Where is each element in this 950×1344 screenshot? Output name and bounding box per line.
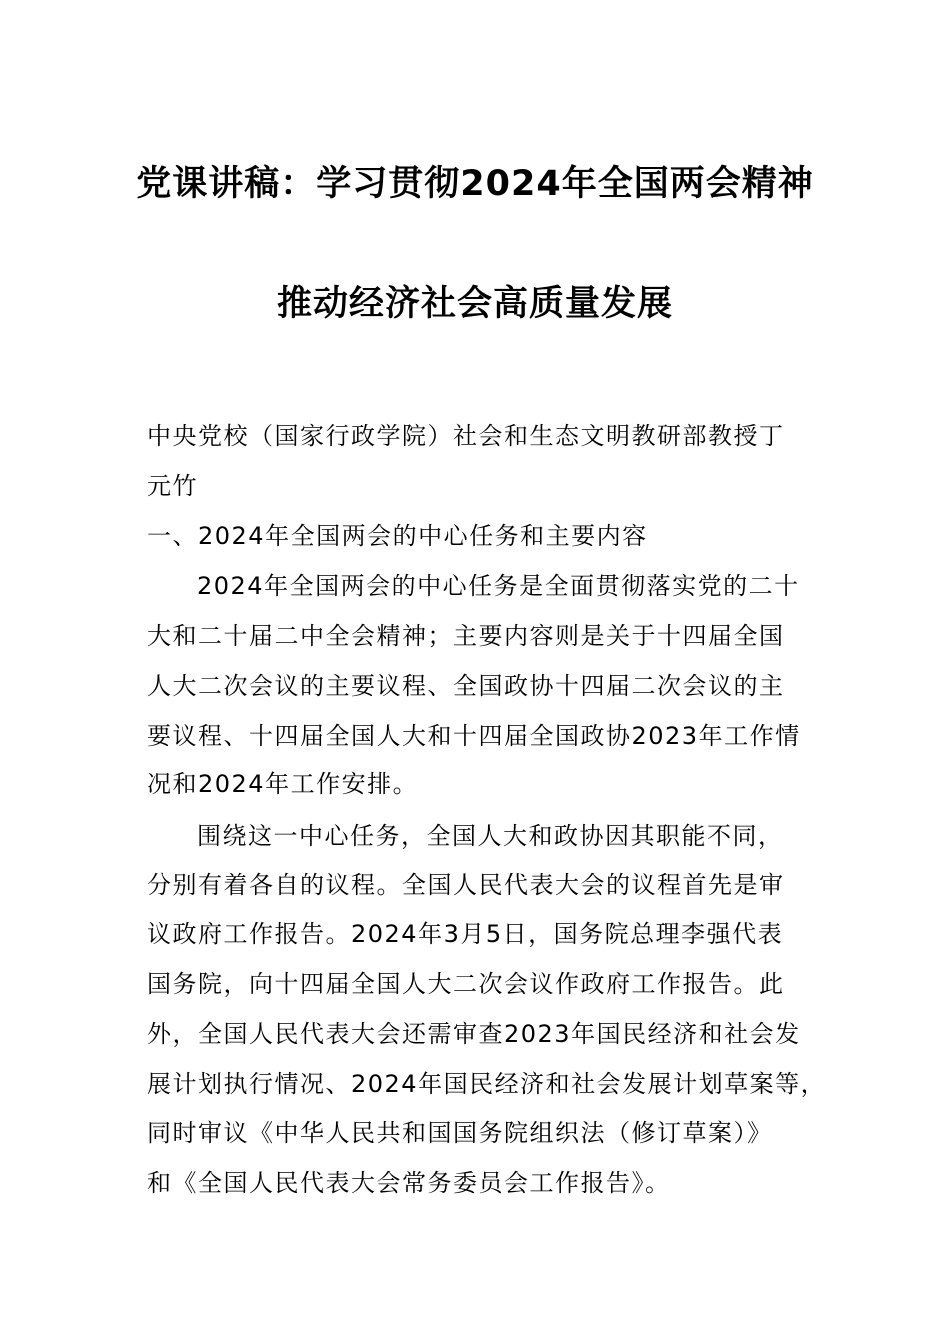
paragraph-2-line: 议政府工作报告。2024年3月5日，国务院总理李强代表 <box>147 920 784 948</box>
author-line-2: 元竹 <box>147 472 198 500</box>
paragraph-1-line: 大和二十届二中全会精神；主要内容则是关于十四届全国 <box>147 622 785 650</box>
author-line-1: 中央党校（国家行政学院）社会和生态文明教研部教授丁 <box>147 422 785 450</box>
paragraph-2-line: 展计划执行情况、2024年国民经济和社会发展计划草案等， <box>147 1070 827 1098</box>
paragraph-1-line: 2024年全国两会的中心任务是全面贯彻落实党的二十 <box>197 572 800 600</box>
section-heading: 一、2024年全国两会的中心任务和主要内容 <box>147 522 648 550</box>
paragraph-1-line: 人大二次会议的主要议程、全国政协十四届二次会议的主 <box>147 672 785 700</box>
paragraph-2-line: 同时审议《中华人民共和国国务院组织法（修订草案）》 <box>147 1119 773 1147</box>
paragraph-2-line: 外，全国人民代表大会还需审查2023年国民经济和社会发 <box>147 1020 801 1048</box>
paragraph-2-line: 国务院，向十四届全国人大二次会议作政府工作报告。此 <box>147 970 785 998</box>
document-title-line-1: 党课讲稿：学习贯彻2024年全国两会精神 <box>136 164 814 204</box>
paragraph-2-line: 和《全国人民代表大会常务委员会工作报告》。 <box>147 1169 671 1197</box>
paragraph-2-line: 分别有着各自的议程。全国人民代表大会的议程首先是审 <box>147 871 785 899</box>
paragraph-1-line: 要议程、十四届全国人大和十四届全国政协2023年工作情 <box>147 722 801 750</box>
paragraph-1-line: 况和2024年工作安排。 <box>147 770 419 798</box>
document-title-line-2: 推动经济社会高质量发展 <box>276 284 673 324</box>
paragraph-2-line: 围绕这一中心任务，全国人大和政协因其职能不同， <box>197 822 784 850</box>
